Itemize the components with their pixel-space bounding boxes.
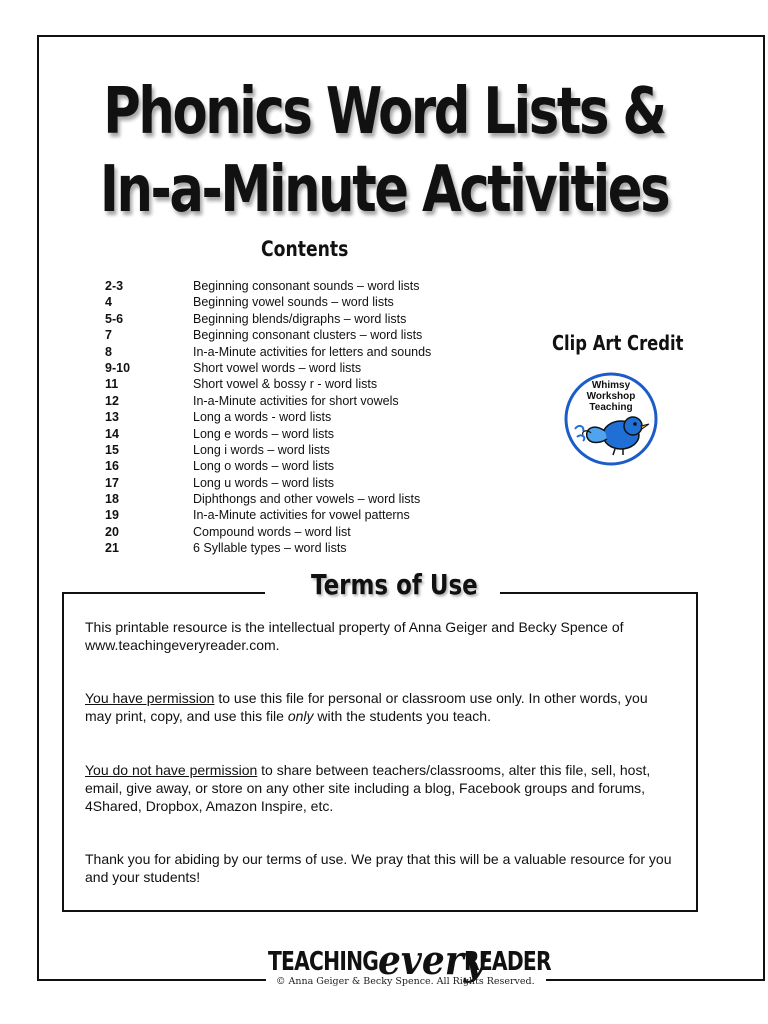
toc-entry-title: Beginning blends/digraphs – word lists xyxy=(193,311,407,326)
table-of-contents xyxy=(105,278,525,557)
toc-row xyxy=(105,507,525,523)
logo-text-1: Whimsy xyxy=(591,380,631,391)
toc-row xyxy=(105,409,525,425)
toc-entry-title: Short vowel & bossy r - word lists xyxy=(193,377,378,392)
toc-page-number: 21 xyxy=(105,541,119,556)
terms-paragraph-thanks: Thank you for abiding by our terms of use. We pray that this will be a valuable resource for you and your students! xyxy=(85,851,672,885)
page-title-line-1: Phonics Word Lists & xyxy=(103,75,665,149)
toc-entry-title: Diphthongs and other vowels – word lists xyxy=(193,492,421,507)
toc-entry-title: In-a-Minute activities for short vowels xyxy=(193,393,399,408)
toc-entry-title: Long u words – word lists xyxy=(193,475,335,490)
permission-emphasis: only xyxy=(287,708,314,724)
permission-text-b: with the students you teach. xyxy=(313,708,491,724)
teaching-every-reader-logo[interactable] xyxy=(266,937,551,990)
contents-heading: Contents xyxy=(261,237,349,261)
toc-entry-title: In-a-Minute activities for letters and sounds xyxy=(193,344,432,359)
brand-word-reader: READER xyxy=(464,947,551,977)
toc-row xyxy=(105,360,525,376)
toc-row xyxy=(105,426,525,442)
brand-word-every: every xyxy=(378,937,485,984)
copyright-notice: © Anna Geiger & Becky Spence. All Rights Reserved. xyxy=(276,976,535,987)
terms-of-use-heading: Terms of Use xyxy=(311,568,478,601)
toc-page-number: 2-3 xyxy=(105,279,124,293)
toc-row xyxy=(105,344,525,360)
restriction-text: to share between teachers/classrooms, alter this file, sell, host, email, give away, or store on any other site including a blog, Facebook groups and forums, 4Shared, Dropbox, Amazon Inspire, etc. xyxy=(85,762,651,814)
toc-row xyxy=(105,294,525,310)
toc-page-number: 12 xyxy=(105,393,119,408)
permission-text-a: to use this file for personal or classroom use only. In other words, you may print, copy, and use this file xyxy=(85,690,648,724)
toc-row xyxy=(105,311,525,327)
toc-page-number: 16 xyxy=(105,459,119,474)
toc-entry-title: Long e words – word lists xyxy=(193,426,335,441)
page-title-line-2: In-a-Minute Activities xyxy=(99,153,669,227)
toc-page-number: 15 xyxy=(105,442,119,457)
toc-row xyxy=(105,442,525,458)
toc-entry-title: 6 Syllable types – word lists xyxy=(193,541,347,556)
toc-row xyxy=(105,491,525,507)
terms-paragraph-restrictions xyxy=(85,761,675,815)
toc-page-number: 11 xyxy=(105,377,119,392)
toc-page-number: 5-6 xyxy=(105,311,124,326)
toc-row xyxy=(105,540,525,556)
toc-page-number: 18 xyxy=(105,492,119,507)
restriction-label: You do not have permission xyxy=(85,762,258,778)
toc-entry-title: In-a-Minute activities for vowel patterns xyxy=(193,508,410,523)
toc-page-number: 13 xyxy=(105,410,119,425)
logo-text-3: Teaching xyxy=(589,402,633,413)
toc-page-number: 19 xyxy=(105,508,119,523)
toc-page-number: 8 xyxy=(105,344,112,359)
brand-word-teaching: TEACHING xyxy=(268,947,379,977)
toc-row xyxy=(105,475,525,491)
toc-entry-title: Beginning consonant clusters – word lists xyxy=(193,328,423,343)
toc-page-number: 17 xyxy=(105,475,119,490)
toc-page-number: 9-10 xyxy=(105,360,131,375)
toc-entry-title: Long i words – word lists xyxy=(193,442,330,457)
toc-row xyxy=(105,524,525,540)
toc-page-number: 20 xyxy=(105,524,119,539)
logo-text-2: Workshop xyxy=(586,391,636,402)
toc-page-number: 7 xyxy=(105,328,112,343)
toc-entry-title: Compound words – word list xyxy=(193,524,351,539)
whimsy-workshop-logo[interactable] xyxy=(563,371,659,467)
toc-row xyxy=(105,278,525,294)
toc-entry-title: Beginning vowel sounds – word lists xyxy=(193,295,394,310)
toc-entry-title: Long o words – word lists xyxy=(193,459,335,474)
terms-paragraph-permission xyxy=(85,689,675,725)
permission-label: You have permission xyxy=(85,690,215,706)
toc-page-number: 14 xyxy=(105,426,119,441)
toc-row xyxy=(105,376,525,392)
clip-art-credit-heading: Clip Art Credit xyxy=(552,331,684,355)
toc-row xyxy=(105,327,525,343)
toc-page-number: 4 xyxy=(105,295,112,310)
toc-row xyxy=(105,458,525,474)
terms-paragraph-ownership: This printable resource is the intellectual property of Anna Geiger and Becky Spence of www.teachingeveryreader.com. xyxy=(85,619,624,653)
toc-row xyxy=(105,393,525,409)
toc-entry-title: Beginning consonant sounds – word lists xyxy=(193,279,420,293)
toc-entry-title: Long a words - word lists xyxy=(193,410,332,425)
toc-entry-title: Short vowel words – word lists xyxy=(193,360,362,375)
